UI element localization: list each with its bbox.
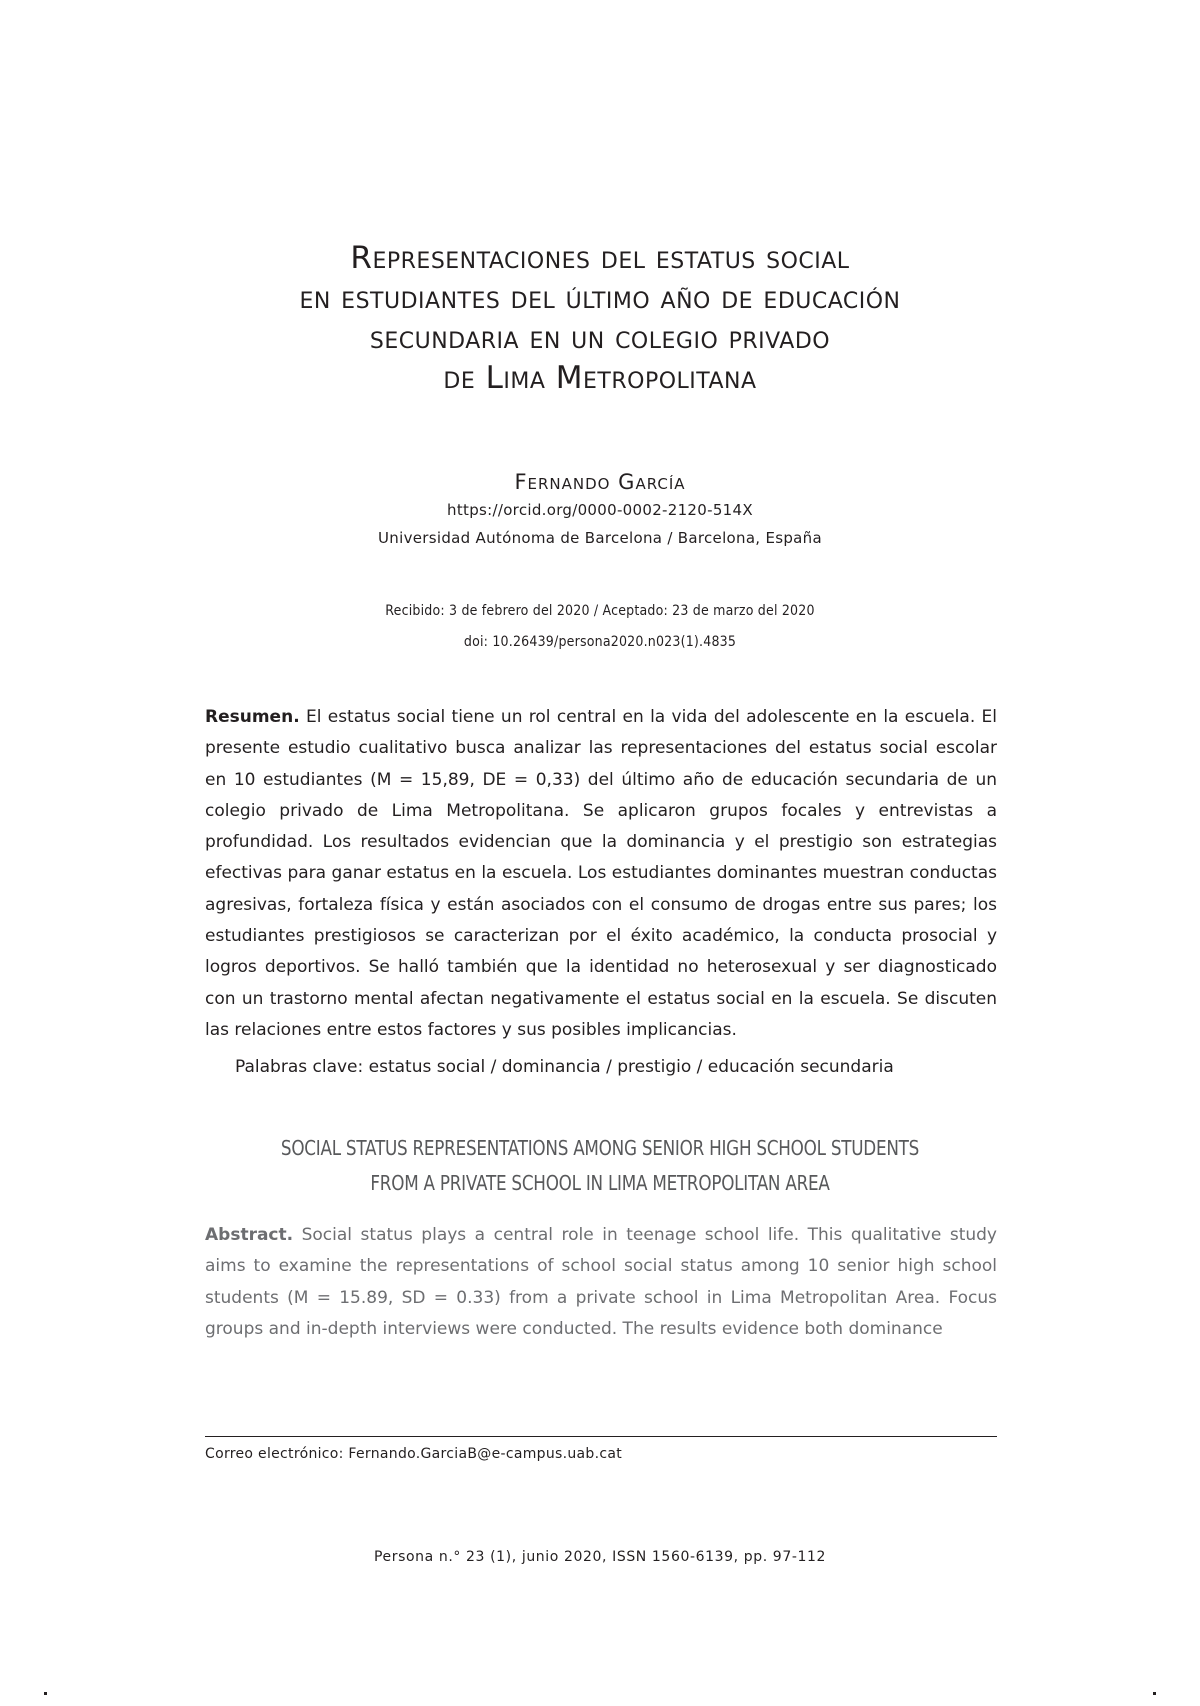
author-orcid-link[interactable]: https://orcid.org/0000-0002-2120-514X bbox=[447, 501, 753, 519]
author-affiliation: Universidad Autónoma de Barcelona / Barcelona, España bbox=[378, 529, 822, 547]
title-line-1: Representaciones del estatus social bbox=[350, 240, 850, 276]
title-line-2: en estudiantes del último año de educación bbox=[299, 280, 901, 316]
english-title-line-2: FROM A PRIVATE SCHOOL IN LIMA METROPOLITAN AREA bbox=[370, 1171, 830, 1195]
author-info bbox=[0, 468, 1200, 552]
english-title bbox=[0, 1131, 1200, 1201]
title-line-4: de Lima Metropolitana bbox=[443, 360, 757, 396]
abstract-es-lead: Resumen. bbox=[205, 707, 300, 727]
abstract-english bbox=[205, 1220, 997, 1345]
abstract-spanish bbox=[205, 702, 997, 1046]
abstract-es-text: El estatus social tiene un rol central en la vida del adolescente en la escuela. El presente estudio cualitativo busca analizar las representaciones del estatus social escolar en 10 estudiantes (M = 15,89, DE = 0,33) del último año de educación secundaria de un colegio privado de Lima Metropolitana. Se aplicaron grupos focales y entrevistas a profundidad. Los resultados evidencian que la dominancia y el prestigio son estrategias efectivas para ganar estatus en la escuela. Los estudiantes dominantes muestran conductas agresivas, fortaleza física y están asociados con el consumo de drogas entre sus pares; los estudiantes prestigiosos se caracterizan por el éxito académico, la conducta prosocial y logros deportivos. Se halló también que la identidad no heterosexual y ser diagnosticado con un trastorno mental afectan negativamente el estatus social en la escuela. Se discuten las relaciones entre estos factores y sus posibles implicancias. bbox=[205, 707, 997, 1040]
crop-mark-right bbox=[1153, 1692, 1156, 1695]
journal-footer: Persona n.° 23 (1), junio 2020, ISSN 1560-6139, pp. 97-112 bbox=[373, 1549, 826, 1565]
english-title-line-1: SOCIAL STATUS REPRESENTATIONS AMONG SENIOR HIGH SCHOOL STUDENTS bbox=[280, 1136, 920, 1160]
author-name: Fernando García bbox=[514, 470, 686, 494]
doi: doi: 10.26439/persona2020.n023(1).4835 bbox=[463, 634, 737, 650]
crop-mark-left bbox=[44, 1692, 47, 1695]
keywords: Palabras clave: estatus social / dominancia / prestigio / educación secundaria bbox=[235, 1057, 894, 1077]
received-accepted-dates: Recibido: 3 de febrero del 2020 / Aceptado: 23 de marzo del 2020 bbox=[385, 603, 815, 619]
abstract-en-lead: Abstract. bbox=[205, 1225, 294, 1245]
article-title bbox=[0, 238, 1200, 398]
abstract-en-text: Social status plays a central role in teenage school life. This qualitative study aims to examine the representations of school social status among 10 senior high school students (M = 15.89, SD = 0.33) from a private school in Lima Metropolitan Area. Focus groups and in-depth interviews were conducted. The results evidence both dominance bbox=[205, 1225, 997, 1339]
publication-info bbox=[0, 596, 1200, 658]
footnote-divider bbox=[205, 1436, 997, 1437]
title-line-3: secundaria en un colegio privado bbox=[369, 320, 831, 356]
footnote-email: Correo electrónico: Fernando.GarciaB@e-campus.uab.cat bbox=[205, 1446, 623, 1462]
